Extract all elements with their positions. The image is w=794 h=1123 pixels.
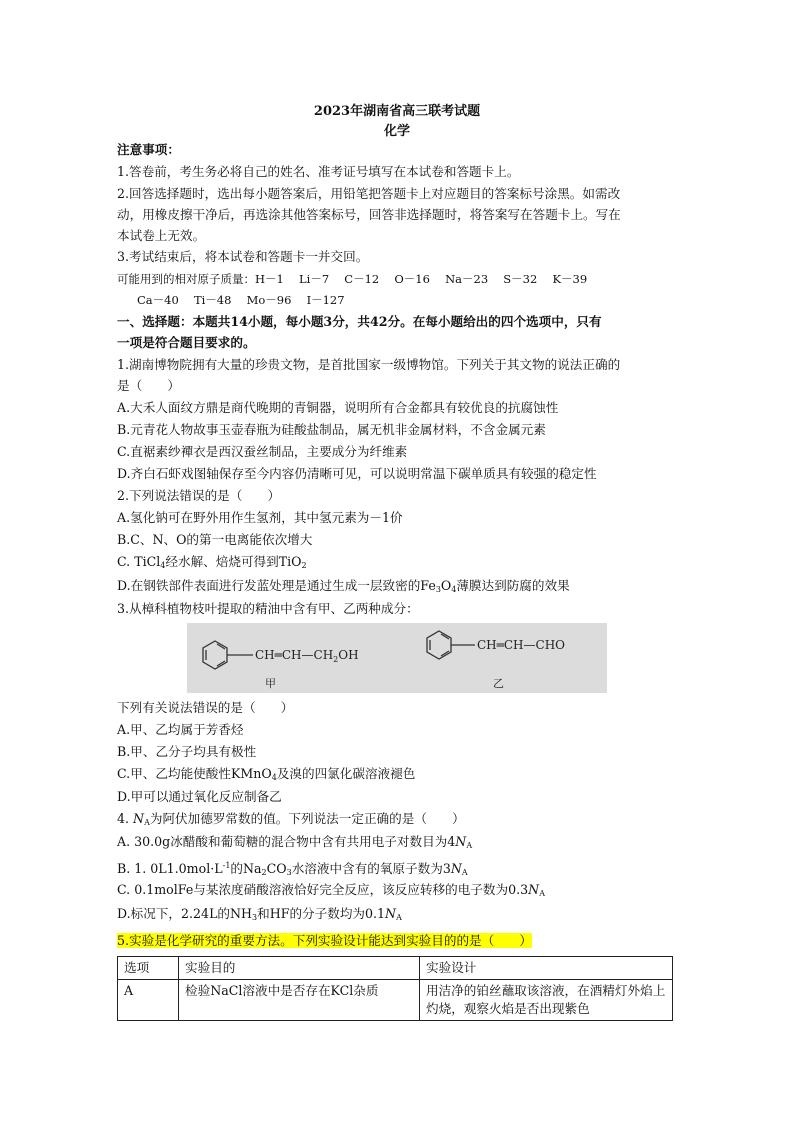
q2-stem: 2.下列说法错误的是（ ）: [117, 488, 281, 503]
exam-subject: 化学: [383, 124, 410, 139]
q2-option-c: C. TiCl$_4$经水解、焙烧可得到TiO$_2$: [117, 554, 307, 570]
struct-a-chain: $CH═CH—CH_2OH$: [255, 648, 359, 664]
table-cell: 检验NaCl溶液中是否存在KCl杂质: [179, 980, 420, 1021]
notice-item-3: 3.考试结束后，将本试卷和答题卡一并交回。: [117, 249, 369, 264]
table-row: [118, 980, 673, 1021]
table-header-cell: 实验设计: [420, 957, 673, 980]
section-heading-a: 一、选择题：本题共14小题，每小题3分，共42分。在每小题给出的四个选项中，只有: [117, 314, 602, 329]
q4-option-d: D.标况下，2.24L的$NH_3$和HF的分子数均为$0.1N_A$: [117, 906, 402, 922]
table-cell: 用洁净的铂丝蘸取该溶液，在酒精灯外焰上灼烧，观察火焰是否出现紫色: [420, 980, 673, 1021]
q5-options-table: [117, 956, 673, 1021]
struct-b-label: 乙: [493, 677, 504, 690]
notice-item-2c: 本试卷上无效。: [117, 228, 206, 243]
q1-option-b: B.元青花人物故事玉壶春瓶为硅酸盐制品，属无机非金属材料，不含金属元素: [117, 422, 546, 437]
notice-item-1: 1.答卷前，考生务必将自己的姓名、准考证号填写在本试卷和答题卡上。: [117, 164, 520, 179]
q1-option-a: A.大禾人面纹方鼎是商代晚期的青铜器，说明所有合金都具有较优良的抗腐蚀性: [117, 400, 559, 415]
q3-option-a: A.甲、乙均属于芳香烃: [117, 722, 244, 737]
notice-heading: 注意事项：: [117, 142, 180, 157]
q2-option-d: D.在钢铁部件表面进行发蓝处理是通过生成一层致密的$Fe_3O_4$薄膜达到防腐的效果: [117, 578, 570, 594]
q1-stem-a: 1.湖南博物院拥有大量的珍贵文物，是首批国家一级博物馆。下列关于其文物的说法正确的: [117, 357, 621, 372]
notice-item-2b: 动，用橡皮擦干净后，再选涂其他答案标号，回答非选择题时，将答案写在答题卡上。写在: [117, 207, 621, 222]
q2-option-b: B.C、N、O的第一电离能依次增大: [117, 532, 313, 547]
atomic-masses-line-2: Ca－40 Ti－48 Mo－96 I－127: [137, 293, 345, 307]
struct-a-label: 甲: [265, 677, 276, 690]
atomic-masses-line-1: 可能用到的相对原子质量：H－1 Li－7 C－12 O－16 Na－23 S－32 K－39: [117, 272, 588, 286]
q1-option-c: C.直裾素纱襌衣是西汉蚕丝制品，主要成分为纤维素: [117, 444, 408, 459]
q4-stem: 4. $N_A$为阿伏加德罗常数的值。下列说法一定正确的是（ ）: [117, 811, 465, 827]
q3-option-c: C.甲、乙均能使酸性KMnO$_4$及溴的四氯化碳溶液褪色: [117, 766, 416, 782]
table-header-row: [118, 957, 673, 980]
struct-b-chain: CH═CH—CHO: [477, 638, 566, 652]
q3-structure-figure: [187, 623, 607, 693]
exam-title: 2023年湖南省高三联考试题: [313, 104, 481, 119]
table-header-cell: 选项: [118, 957, 179, 980]
q1-stem-b: 是（ ）: [117, 378, 180, 393]
q3-option-b: B.甲、乙分子均具有极性: [117, 744, 257, 759]
benzene-ring-icon: [427, 631, 475, 659]
notice-item-2a: 2.回答选择题时，选出每小题答案后，用铅笔把答题卡上对应题目的答案标号涂黑。如需改: [117, 186, 621, 201]
q3-ask: 下列有关说法错误的是（ ）: [117, 700, 294, 715]
table-cell: A: [118, 980, 179, 1021]
q5-stem: 5.实验是化学研究的重要方法。下列实验设计能达到实验目的的是（ ）: [117, 933, 533, 948]
q4-option-c: C. 0.1molFe与某浓度硝酸溶液恰好完全反应，该反应转移的电子数为$0.3N_A$: [117, 882, 545, 898]
q2-option-a: A.氢化钠可在野外用作生氢剂，其中氢元素为－1价: [117, 510, 403, 525]
q3-stem: 3.从樟科植物枝叶提取的精油中含有甲、乙两种成分：: [117, 601, 419, 616]
q3-option-d: D.甲可以通过氧化反应制备乙: [117, 789, 282, 804]
q4-option-b: B. 1. $0L1.0mol\cdot L^{-1}$的$Na_2CO_3$水溶液中含有的氧原子数为$3N_A$: [117, 861, 468, 877]
q4-option-a: A. 30.0g冰醋酸和葡萄糖的混合物中含有共用电子对数目为$4N_A$: [117, 834, 473, 850]
q1-option-d: D.齐白石虾戏图轴保存至今内容仍清晰可见，可以说明常温下碳单质具有较强的稳定性: [117, 466, 597, 481]
section-heading-b: 一项是符合题目要求的。: [117, 335, 256, 350]
benzene-ring-icon: [203, 641, 253, 669]
table-header-cell: 实验目的: [179, 957, 420, 980]
